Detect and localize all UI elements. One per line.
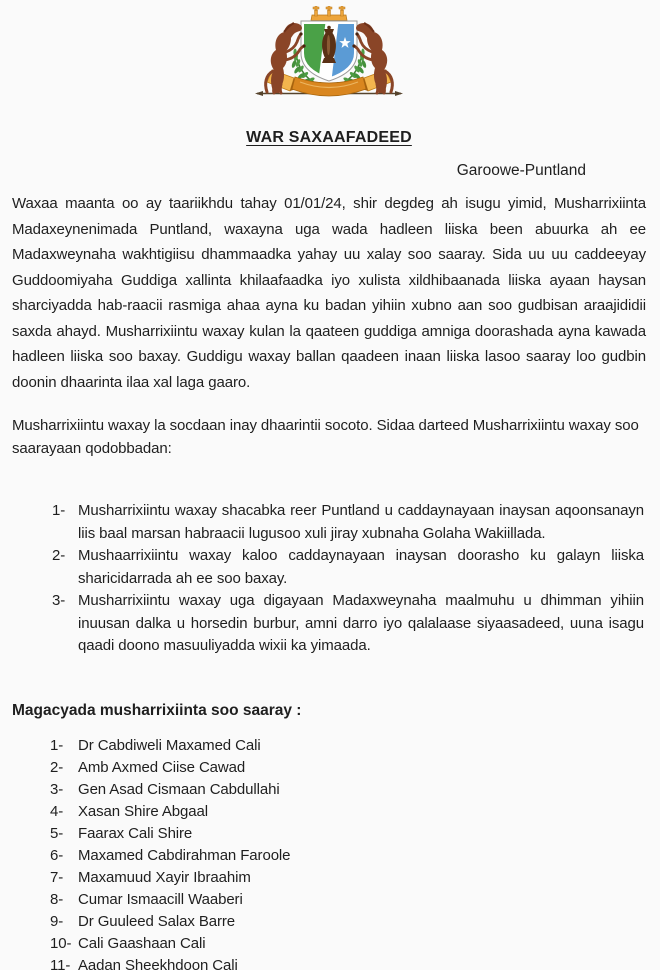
list-item: [50, 867, 646, 889]
list-item-marker: 2-: [50, 758, 64, 776]
list-item-marker: 3-: [50, 780, 64, 798]
list-item-marker: 5-: [50, 824, 64, 842]
list-item-marker: 6-: [50, 846, 64, 864]
list-item-text: Musharrixiintu waxay uga digayaan Madaxweynaha maalmuhu u dhimman yihiin inuusan dalka u horsedin burbur, amni darro iyo qalalaase siyaasadeed, uuna isagu qaadi doono masuuliyadda wixii ka yimaada.: [78, 592, 644, 654]
list-item-text: Musharrixiintu waxay shacabka reer Puntland u caddaynayaan inaysan aqoonsanayn liis baal marsan habraacii lugusoo xuli jiray xubnaha Golaha Wakiillada.: [78, 502, 644, 542]
list-item: [50, 823, 646, 845]
intro-paragraph: Waxaa maanta oo ay taariikhdu tahay 01/01/24, shir degdeg ah isugu yimid, Musharrixiinta Madaxeynenimada Puntland, waxayna uga wada hadleen liiska been abuurka ah ee Madaxweynaha wakhtigiisu dhammaadka yahay uu xalay soo saaray. Sida uu uu caddeeyay Guddoomiyaha Guddiga xallinta khilaafaadka iyo xulista xildhibaanada liiska ayaan haysan sharciyadda hab-raacii rasmiga ahaa ayna ku badan yihiin xubno aan soo gudbisan araajididii saxda ahayd. Musharrixiintu waxay kulan la qaateen guddiga amniga doorashada ayna kawada hadleen liiska soo baxay. Guddigu waxay ballan qaadeen inaan liiska lasoo saaray loo gudbin doonin dhaarinta ilaa xal laga gaaro.: [12, 195, 646, 391]
list-item-marker: 1-: [52, 502, 66, 519]
list-item: [50, 933, 646, 955]
candidate-names-list: [50, 735, 646, 970]
candidate-name: Faarax Cali Shire: [78, 824, 193, 842]
list-item: [50, 889, 646, 911]
candidate-name: Cali Gaashaan Cali: [78, 934, 206, 952]
document-title: WAR SAXAAFADEED: [246, 129, 412, 146]
list-item: [50, 757, 646, 779]
list-item: [50, 735, 646, 757]
candidate-name: Maxamed Cabdirahman Faroole: [78, 846, 291, 864]
list-item: [50, 955, 646, 970]
candidate-name: Maxamuud Xayir Ibraahim: [78, 868, 251, 886]
dateline-location: Garoowe-Puntland: [456, 162, 586, 179]
list-item-marker: 11-: [50, 956, 71, 970]
candidate-name: Xasan Shire Abgaal: [78, 802, 208, 820]
list-item: [50, 845, 646, 867]
candidate-name: Gen Asad Cismaan Cabdullahi: [78, 780, 280, 798]
candidate-name: Aadan Sheekhdoon Cali: [78, 956, 238, 970]
list-item-marker: 4-: [50, 802, 64, 820]
names-section-heading: Magacyada musharrixiinta soo saaray :: [12, 701, 302, 719]
candidate-name: Dr Guuleed Salax Barre: [78, 912, 236, 930]
list-item-marker: 3-: [52, 592, 66, 609]
list-item-marker: 10-: [50, 934, 72, 952]
list-item: [52, 545, 644, 590]
list-item-marker: 7-: [50, 868, 64, 886]
list-item-marker: 1-: [50, 736, 64, 754]
list-item-marker: 8-: [50, 890, 64, 908]
list-item: [50, 779, 646, 801]
list-item: [52, 500, 644, 545]
candidate-name: Dr Cabdiweli Maxamed Cali: [78, 736, 261, 754]
statement-paragraph: Musharrixiintu waxay la socdaan inay dhaarintii socoto. Sidaa darteed Musharrixiintu waxay soo saarayaan qodobbadan:: [12, 417, 639, 457]
list-item: [50, 911, 646, 933]
list-item-text: Mushaarrixiintu waxay kaloo caddaynayaan inaysan doorasho ku galayn liiska sharicidarrada ah ee soo baxay.: [78, 547, 644, 587]
list-item-marker: 2-: [52, 547, 66, 564]
puntland-coat-of-arms-icon: [254, 6, 404, 112]
list-item: [50, 801, 646, 823]
candidate-name: Amb Axmed Ciise Cawad: [78, 758, 246, 776]
resolution-points-list: [52, 500, 644, 658]
candidate-name: Cumar Ismaacill Waaberi: [78, 890, 243, 908]
list-item: [52, 590, 644, 658]
list-item-marker: 9-: [50, 912, 64, 930]
